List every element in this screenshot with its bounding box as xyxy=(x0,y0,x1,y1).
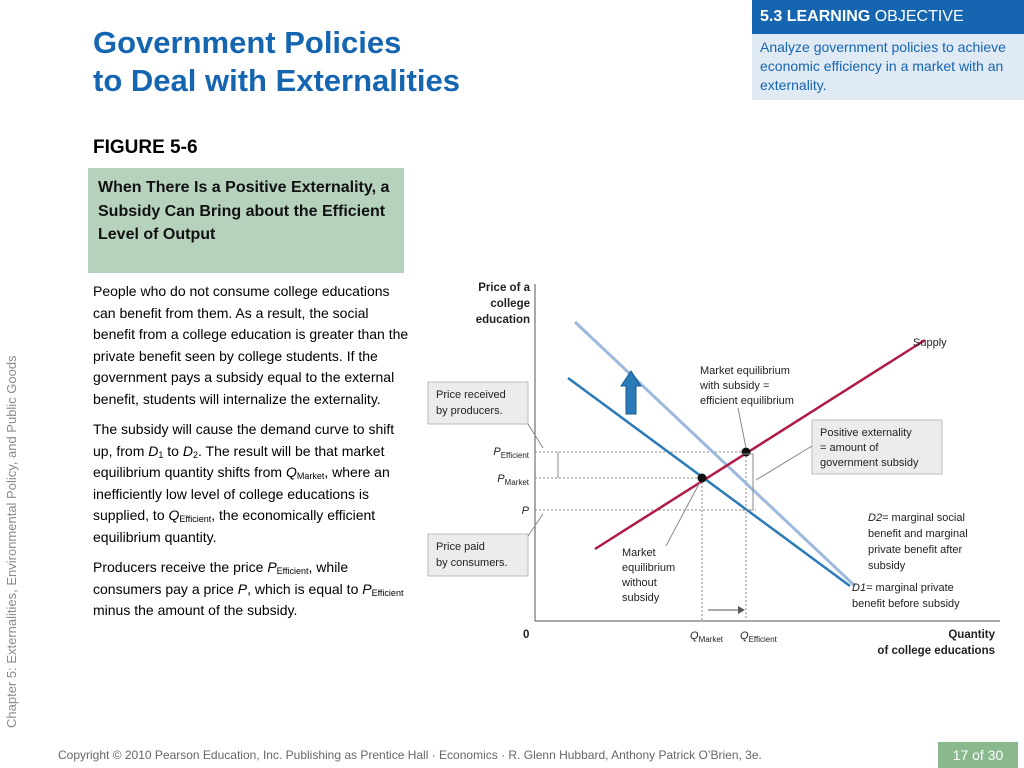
price-received-line1: Price received xyxy=(436,389,506,401)
p-market-label: $P_{Market}$ xyxy=(497,473,529,487)
objective-learning: LEARNING xyxy=(786,8,871,25)
y-axis-label-2: college xyxy=(490,298,530,310)
eq-nosubsidy-line3: without xyxy=(622,577,657,589)
paragraph-2: The subsidy will cause the demand curve to shift up, from $D_1$ to $D_2$. The result will be that market equilibrium quantity shifts from $Q_{Market}$, where an inefficiently low level of college educations is supplied, to $Q_{Efficient}$, the economically efficient equilibrium quantity. xyxy=(93,421,395,545)
figure-label: FIGURE 5-6 xyxy=(93,137,198,158)
objective-header xyxy=(752,0,1024,34)
title-line-1: Government Policies xyxy=(93,25,402,60)
d2-label-line1: D2= marginal social xyxy=(868,512,965,524)
body-text xyxy=(93,281,411,631)
externality-line2: = amount of xyxy=(820,442,879,454)
d2-label-line2: benefit and marginal xyxy=(868,528,968,540)
externality-line1: Positive externality xyxy=(820,427,912,439)
externality-pointer xyxy=(756,446,812,480)
origin-label: 0 xyxy=(523,629,530,641)
copyright-footer: Copyright © 2010 Pearson Education, Inc. Publishing as Prentice Hall · Economics · R. Glenn Hubbard, Anthony Patrick O’Brien, 3e. xyxy=(58,748,762,762)
q-market-label: $Q_{Market}$ xyxy=(690,630,724,644)
price-paid-line1: Price paid xyxy=(436,541,485,553)
market-equilibrium-point xyxy=(698,474,707,483)
d2-label-line4: subsidy xyxy=(868,560,906,572)
supply-label: Supply xyxy=(913,337,947,349)
objective-word: OBJECTIVE xyxy=(874,8,964,25)
x-axis-label-1: Quantity xyxy=(948,629,995,641)
eq-subsidy-line1: Market equilibrium xyxy=(700,365,790,377)
eq-subsidy-pointer xyxy=(738,408,746,448)
subsidy-chart xyxy=(420,276,1010,661)
p-label: P xyxy=(521,505,529,517)
price-paid-line2: by consumers. xyxy=(436,557,508,569)
y-axis-label-1: Price of a xyxy=(478,282,530,294)
paragraph-1: People who do not consume college educations can benefit from them. As a result, the social benefit from a college education is greater than the private benefit seen by college students. If the government pays a subsidy equal to the external benefit, students will internalize the externality. xyxy=(93,283,409,407)
paragraph-3: Producers receive the price $P_{Efficient}$, while consumers pay a price P, which is equal to $P_{Efficient}$ minus the amount of the subsidy. xyxy=(93,559,404,618)
eq-nosubsidy-pointer xyxy=(666,482,700,546)
demand-shift-arrow-icon xyxy=(621,371,641,414)
efficient-equilibrium-point xyxy=(742,448,751,457)
title-line-2: to Deal with Externalities xyxy=(93,63,460,98)
eq-nosubsidy-line4: subsidy xyxy=(622,592,660,604)
figure-title: When There Is a Positive Externality, a Subsidy Can Bring about the Efficient Level of Output xyxy=(98,179,390,243)
objective-number: 5.3 xyxy=(760,8,783,25)
quantity-arrow-head-icon xyxy=(738,606,745,614)
d1-label-line1: D1= marginal private xyxy=(852,582,954,594)
eq-nosubsidy-line1: Market xyxy=(622,547,656,559)
learning-objective-box xyxy=(752,0,1024,100)
eq-subsidy-line3: efficient equilibrium xyxy=(700,395,794,407)
q-efficient-label: $Q_{Efficient}$ xyxy=(740,630,777,644)
eq-nosubsidy-line2: equilibrium xyxy=(622,562,676,574)
x-axis-label-2: of college educations xyxy=(877,645,995,657)
price-received-line2: by producers. xyxy=(436,405,503,417)
y-axis-label-3: education xyxy=(475,314,530,326)
slide-title xyxy=(93,24,460,100)
page-number-badge: 17 of 30 xyxy=(938,742,1018,768)
chapter-sidebar-text: Chapter 5: Externalities, Environmental Policy, and Public Goods xyxy=(4,355,19,728)
p-efficient-label: $P_{Efficient}$ xyxy=(493,446,529,460)
d2-label-line3: private benefit after xyxy=(868,544,963,556)
eq-subsidy-line2: with subsidy = xyxy=(700,380,770,392)
externality-line3: government subsidy xyxy=(820,457,919,469)
demand-curve-d1 xyxy=(568,378,850,586)
d1-label-line2: benefit before subsidy xyxy=(852,598,960,610)
figure-title-box xyxy=(88,168,404,273)
objective-text: Analyze government policies to achieve economic efficiency in a market with an externality. xyxy=(760,39,1006,93)
